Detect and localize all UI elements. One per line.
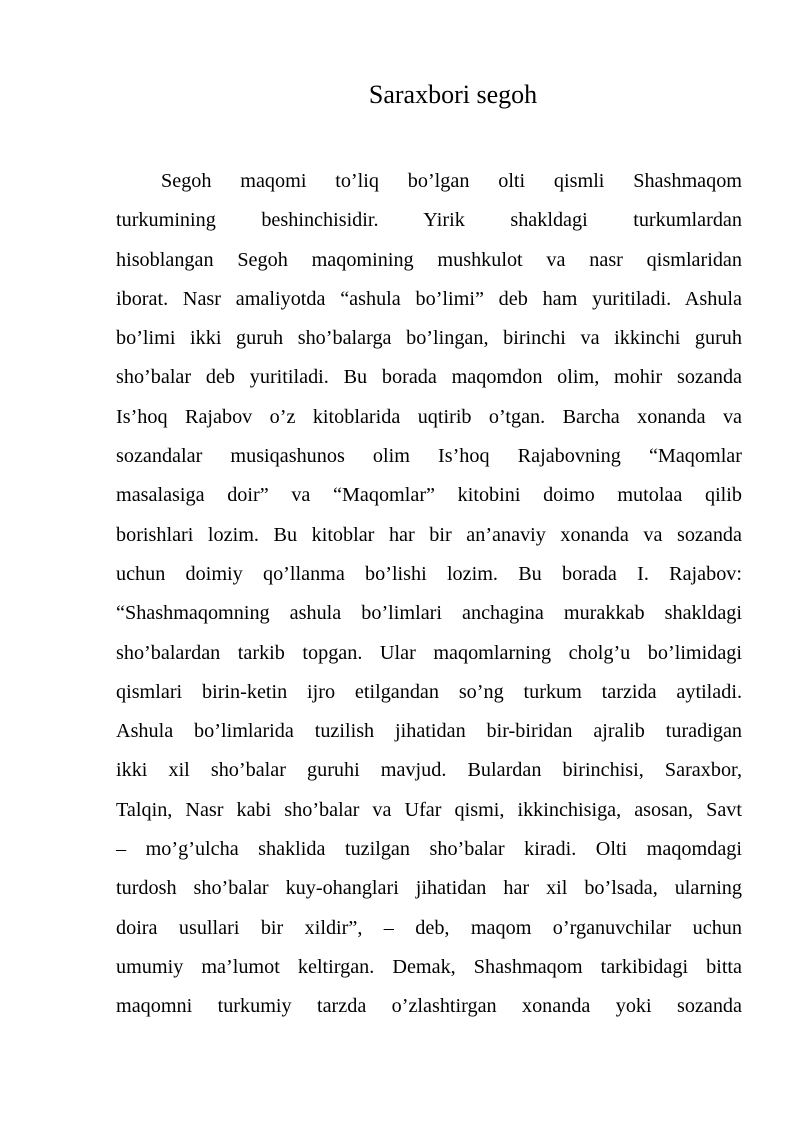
paragraph-line: umumiy ma’lumot keltirgan. Demak, Shashmaqom tarkibidagi bitta [116,955,742,978]
document-title: Saraxbori segoh [368,80,538,109]
paragraph-line: turdosh sho’balar kuy-ohanglari jihatidan har xil bo’lsada, ularning [116,877,742,900]
paragraph-line: hisoblangan Segoh maqomining mushkulot va nasr qismlaridan [116,248,742,271]
paragraph-line: masalasiga doir” va “Maqomlar” kitobini doimo mutolaa qilib [116,484,742,507]
paragraph-line: ikki xil sho’balar guruhi mavjud. Bulardan birinchisi, Saraxbor, [116,759,742,782]
body-paragraph [116,162,742,1027]
paragraph-line: “Shashmaqomning ashula bo’limlari anchagina murakkab shakldagi [116,602,742,625]
paragraph-line: Is’hoq Rajabov o’z kitoblarida uqtirib o’tgan. Barcha xonanda va [116,405,742,428]
paragraph-line: bo’limi ikki guruh sho’balarga bo’lingan, birinchi va ikkinchi guruh [116,327,742,350]
paragraph-line: sho’balardan tarkib topgan. Ular maqomlarning cholg’u bo’limidagi [116,641,742,664]
paragraph-line: iborat. Nasr amaliyotda “ashula bo’limi” deb ham yuritiladi. Ashula [116,287,742,310]
paragraph-line: Talqin, Nasr kabi sho’balar va Ufar qismi, ikkinchisiga, asosan, Savt [116,798,742,821]
paragraph-line: turkumining beshinchisidir. Yirik shakldagi turkumlardan [116,209,742,232]
paragraph-line: Segoh maqomi to’liq bo’lgan olti qismli Shashmaqom [161,170,742,192]
paragraph-line: doira usullari bir xildir”, – deb, maqom o’rganuvchilar uchun [116,916,742,939]
paragraph-line: borishlari lozim. Bu kitoblar har bir an’anaviy xonanda va sozanda [116,523,742,546]
paragraph-line: maqomni turkumiy tarzda o’zlashtirgan xonanda yoki sozanda [116,995,742,1018]
paragraph-line: uchun doimiy qo’llanma bo’lishi lozim. Bu borada I. Rajabov: [116,562,742,585]
paragraph-line: sho’balar deb yuritiladi. Bu borada maqomdon olim, mohir sozanda [116,366,742,389]
paragraph-line: Ashula bo’limlarida tuzilish jihatidan bir-biridan ajralib turadigan [116,720,742,743]
paragraph-line: qismlari birin-ketin ijro etilgandan so’ng turkum tarzida aytiladi. [116,680,742,703]
paragraph-line: – mo’g’ulcha shaklida tuzilgan sho’balar kiradi. Olti maqomdagi [116,838,742,861]
paragraph-line: sozandalar musiqashunos olim Is’hoq Rajabovning “Maqomlar [116,445,742,468]
